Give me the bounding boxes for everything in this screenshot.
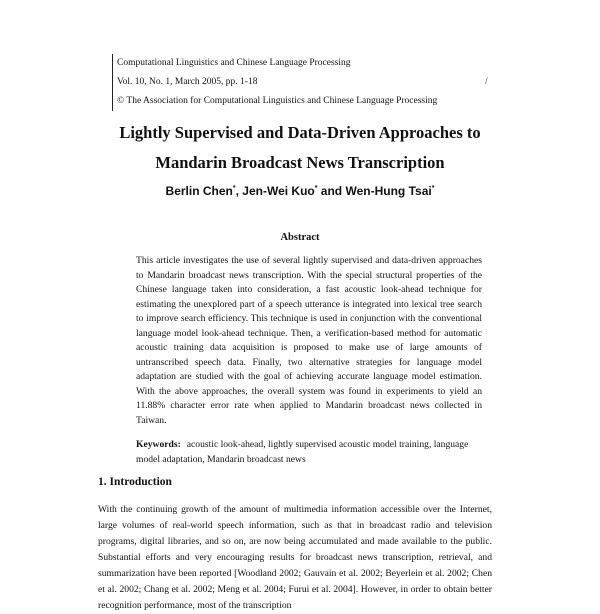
author-separator: ,: [235, 184, 243, 198]
author-mark: *: [232, 185, 236, 192]
paper-title-line-2: Mandarin Broadcast News Transcription: [155, 153, 445, 172]
author-name: Wen-Hung Tsai: [345, 184, 432, 198]
keywords-text: acoustic look-ahead, lightly supervised acoustic model training, language model adaptation, Mandarin broadcast news: [136, 439, 469, 465]
author-list: [0, 184, 600, 198]
section-heading-introduction: 1. Introduction: [98, 476, 172, 488]
author-separator: and: [317, 184, 346, 198]
journal-header: [112, 54, 517, 111]
author-mark: *: [314, 185, 318, 192]
abstract-body: This article investigates the use of several lightly supervised and data-driven approaches to Mandarin broadcast news transcription. With the special structural properties of the Chinese language taken into consideration, a fast acoustic look-ahead technique for estimating the unexplored part of a speech utterance is integrated into lexical tree search to improve search efficiency. This technique is used in conjunction with the conventional language model look-ahead technique. Then, a verification-based method for automatic acoustic training data acquisition is proposed to make use of large amounts of untranscribed speech data. Finally, two alternative strategies for language model adaptation are studied with the goal of achieving accurate language model estimation. With the above approaches, the overall system was found in experiments to yield an 11.88% character error rate when applied to Mandarin broadcast news collected in Taiwan.: [136, 255, 482, 426]
header-slash: /: [485, 77, 488, 87]
introduction-body: With the continuing growth of the amount of multimedia information accessible over the Internet, large volumes of real-world speech information, such as that in broadcast radio and television programs, digital libraries, and so on, are now being accumulated and made available to the public. Substantial efforts and very encouraging results for broadcast news transcription, retrieval, and summarization have been reported [Woodland 2002; Gauvain et al. 2002; Beyerlein et al. 2002; Chen et al. 2002; Chang et al. 2002; Meng et al. 2004; Furui et al. 2004]. However, in order to obtain better recognition performance, most of the transcription: [98, 504, 492, 611]
author-name: Berlin Chen: [165, 184, 233, 198]
journal-volume: Vol. 10, No. 1, March 2005, pp. 1-18: [117, 77, 258, 87]
author-mark: *: [431, 185, 435, 192]
keywords: [136, 438, 482, 467]
copyright-notice: © The Association for Computational Linguistics and Chinese Language Processing: [117, 96, 438, 106]
paper-title-line-1: Lightly Supervised and Data-Driven Approaches to: [119, 123, 481, 142]
paper-title: [0, 118, 600, 178]
author-name: Jen-Wei Kuo: [242, 184, 315, 198]
keywords-label: Keywords:: [136, 439, 181, 450]
journal-volume-row: [117, 73, 517, 92]
abstract-heading: Abstract: [280, 232, 320, 243]
journal-name: Computational Linguistics and Chinese Language Processing: [117, 58, 351, 68]
